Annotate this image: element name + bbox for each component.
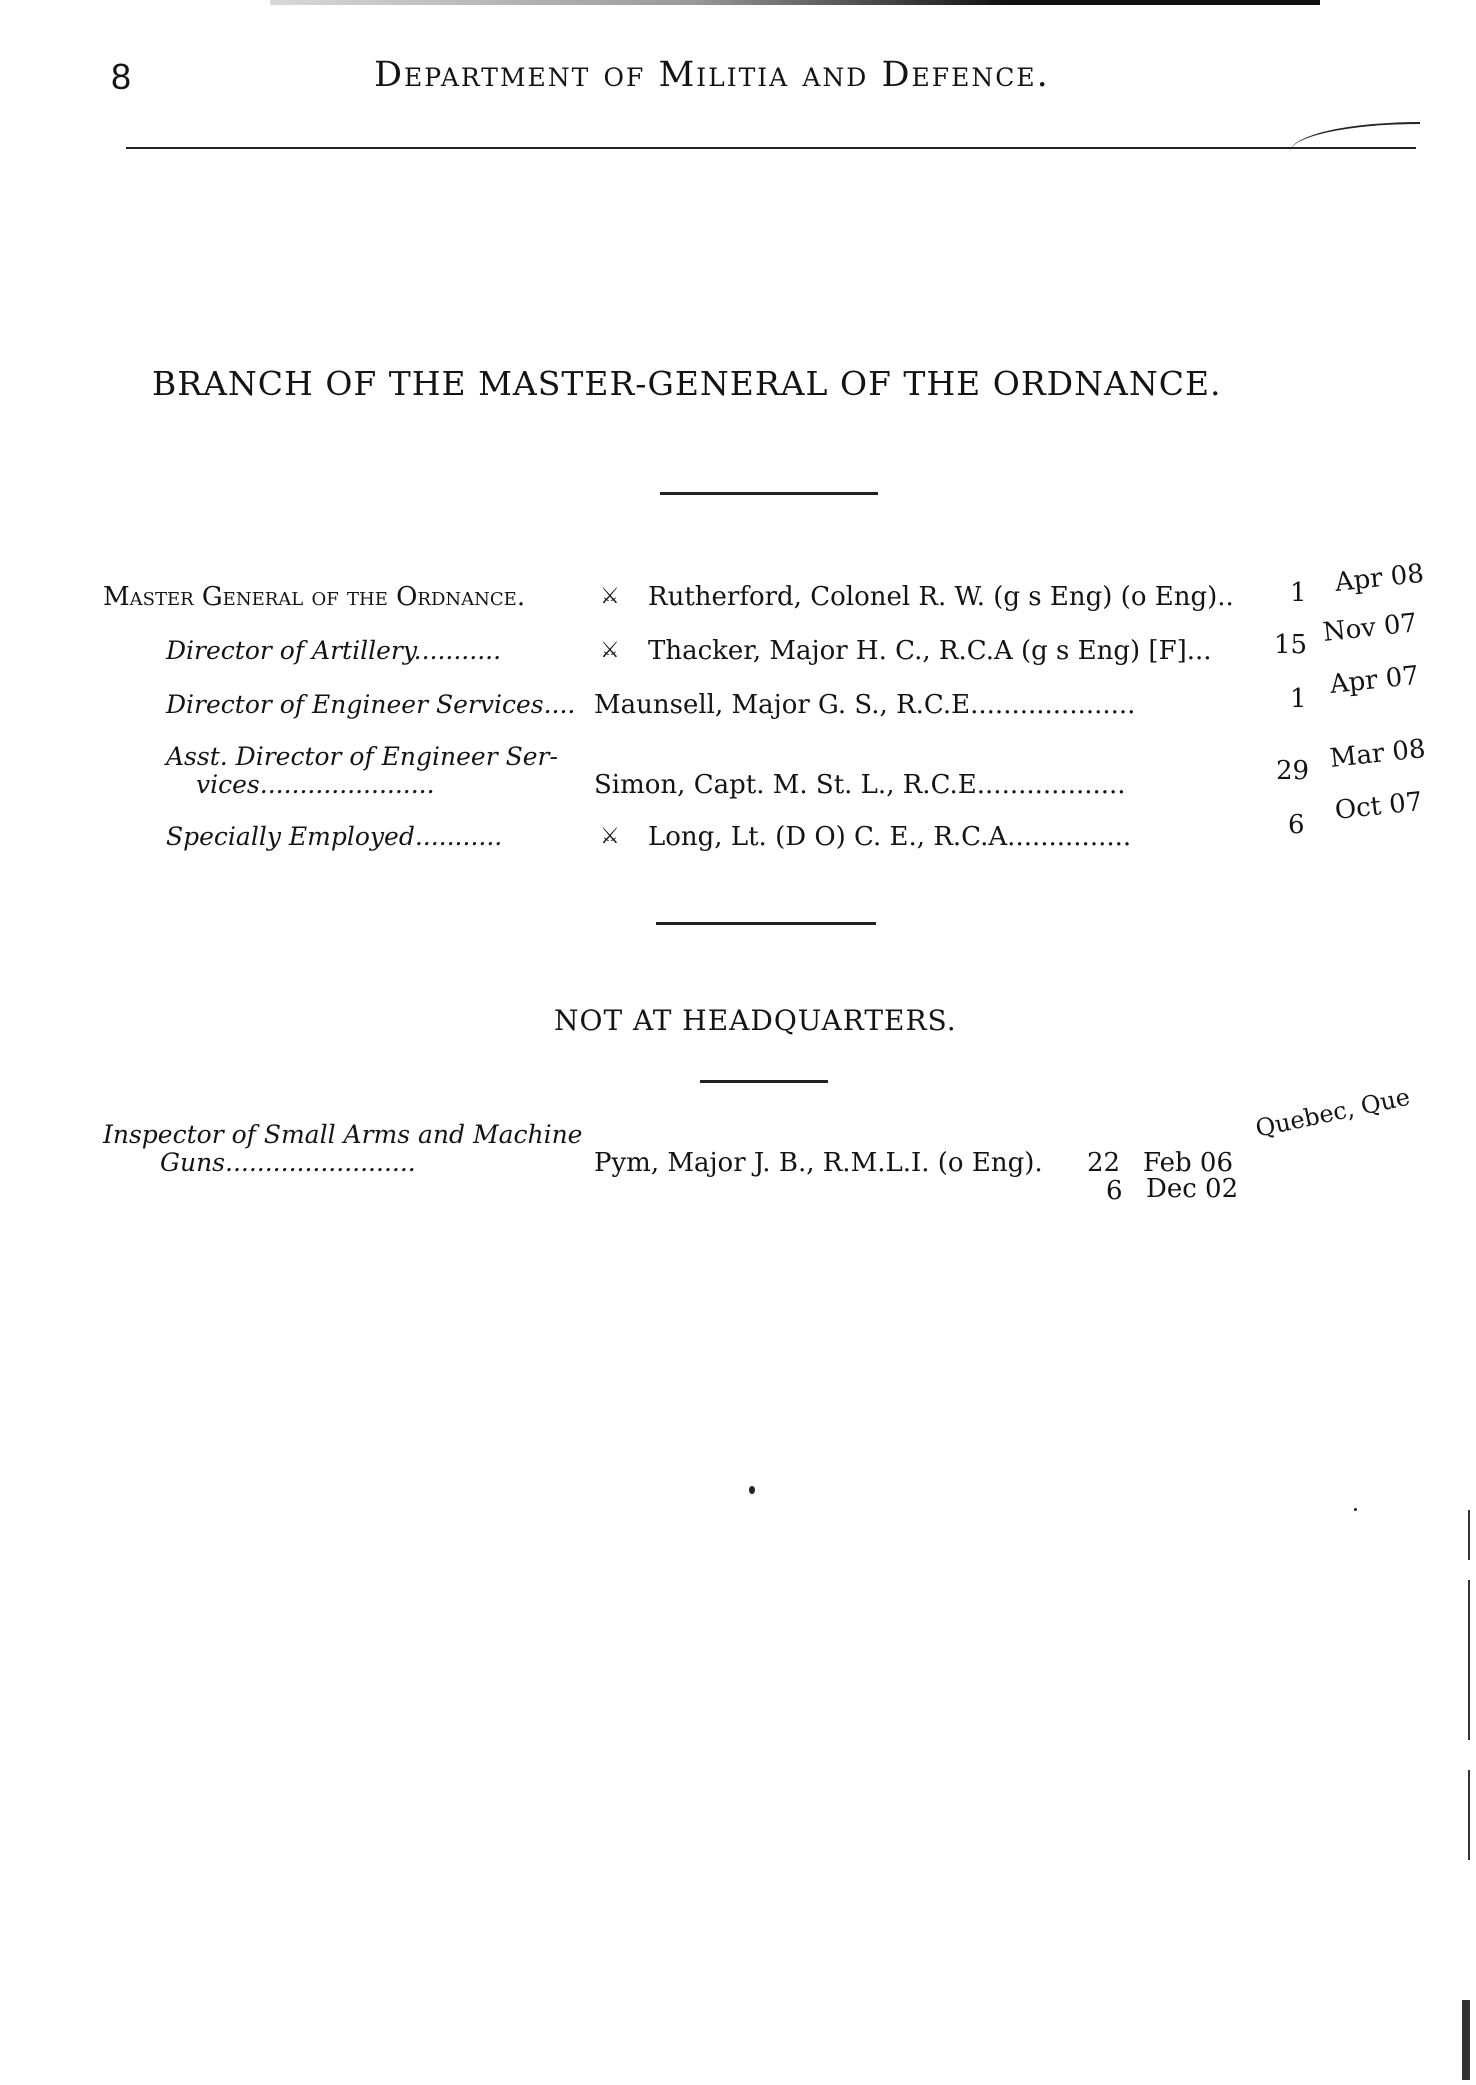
officer-name: Pym, Major J. B., R.M.L.I. (o Eng). — [594, 1148, 1043, 1178]
header-rule — [126, 147, 1416, 149]
appointment-label-continued: vices...................... — [196, 770, 435, 799]
appointment-label: Director of Engineer Services.... — [166, 690, 576, 719]
running-head: Department of Militia and Defence. — [374, 55, 1050, 95]
subsection-divider — [700, 1080, 828, 1083]
crossed-swords-icon: ⚔ — [600, 638, 620, 663]
print-speck — [749, 1486, 755, 1494]
appointment-day: 22 — [1087, 1148, 1121, 1178]
top-edge-rule — [270, 0, 1320, 5]
appointment-label: Inspector of Small Arms and Machine — [103, 1120, 583, 1149]
appointment-label: Master General of the Ordnance. — [103, 582, 526, 612]
appointment-day: 6 — [1288, 810, 1305, 840]
appointment-day: 29 — [1276, 756, 1310, 786]
officer-name: Thacker, Major H. C., R.C.A (g s Eng) [F]... — [648, 636, 1212, 666]
appointment-date: Apr 07 — [1328, 660, 1421, 700]
appointment-date: Oct 07 — [1333, 786, 1424, 826]
appointment-date: Mar 08 — [1328, 734, 1427, 774]
station-location: Quebec, Que — [1253, 1082, 1413, 1143]
officer-name: Maunsell, Major G. S., R.C.E.................... — [594, 690, 1136, 720]
margin-mark — [1462, 2000, 1470, 2080]
appointment-label: Director of Artillery........... — [166, 636, 502, 665]
page-number: 8 — [111, 56, 132, 97]
appointment-label: Specially Employed........... — [166, 822, 503, 851]
appointment-date: Nov 07 — [1321, 608, 1419, 648]
appointment-label-continued: Guns........................ — [160, 1148, 416, 1177]
officer-name: Long, Lt. (D O) C. E., R.C.A............... — [648, 822, 1132, 852]
crossed-swords-icon: ⚔ — [600, 824, 620, 849]
section-divider — [656, 922, 876, 925]
appointment-date: Feb 06 — [1143, 1148, 1233, 1178]
appointment-day: 15 — [1274, 630, 1308, 660]
officer-name: Rutherford, Colonel R. W. (g s Eng) (o Eng).. — [648, 582, 1234, 612]
print-speck — [1354, 1508, 1357, 1511]
margin-mark — [1468, 1580, 1470, 1740]
subsection-title: NOT AT HEADQUARTERS. — [554, 1004, 957, 1037]
officer-name: Simon, Capt. M. St. L., R.C.E.................. — [594, 770, 1126, 800]
appointment-label: Asst. Director of Engineer Ser- — [166, 742, 558, 771]
margin-mark — [1468, 1770, 1470, 1860]
appointment-day: 1 — [1290, 684, 1307, 714]
section-divider — [660, 492, 878, 495]
margin-mark — [1468, 1510, 1470, 1560]
header-rule-flourish — [1290, 122, 1420, 152]
appointment-day: 1 — [1290, 578, 1307, 608]
section-title: BRANCH OF THE MASTER-GENERAL OF THE ORDNANCE. — [152, 364, 1222, 403]
appointment-day: 6 — [1106, 1176, 1123, 1206]
crossed-swords-icon: ⚔ — [600, 584, 620, 609]
appointment-date: Apr 08 — [1333, 558, 1426, 598]
appointment-date: Dec 02 — [1146, 1174, 1239, 1204]
